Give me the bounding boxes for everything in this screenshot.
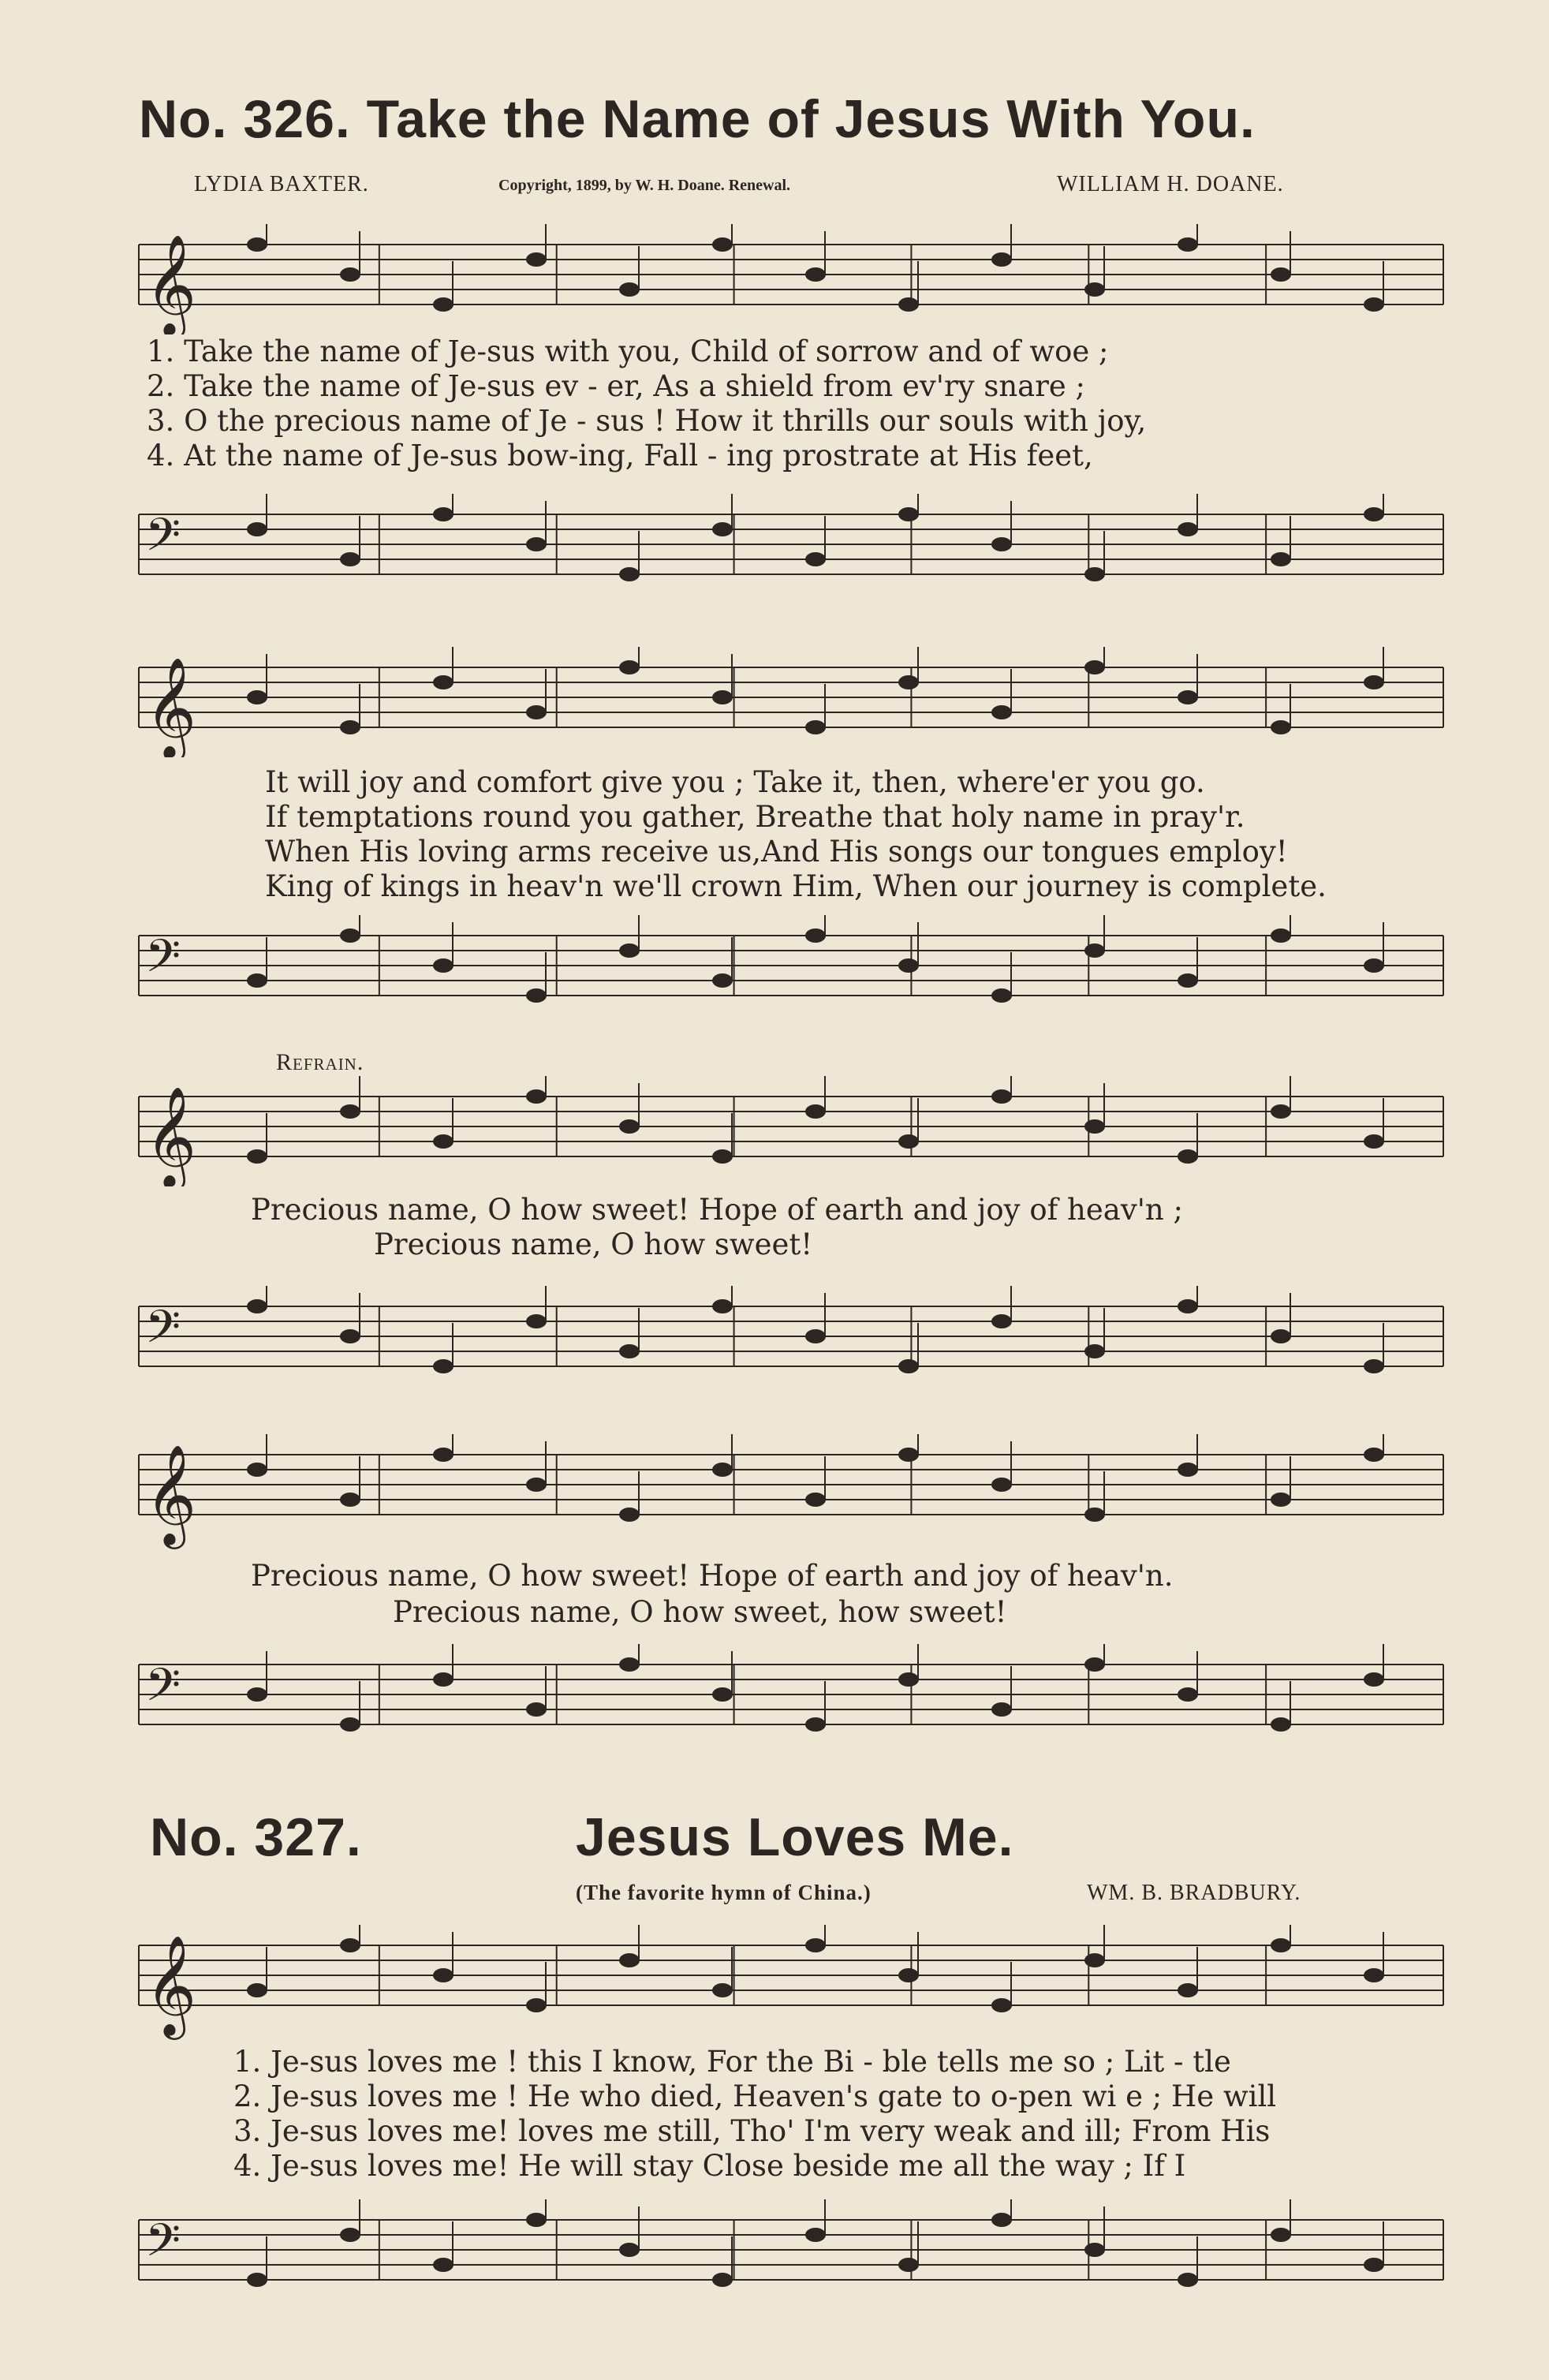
note-head: [805, 928, 826, 943]
copyright-notice: Copyright, 1899, by W. H. Doane. Renewal.: [498, 177, 791, 194]
note-head: [619, 1119, 640, 1134]
note-head: [991, 1702, 1012, 1717]
verse-line-2-3: When His loving arms receive us,And His songs our tongues employ!: [265, 835, 1288, 869]
note-head: [247, 1299, 267, 1313]
note-head: [805, 552, 826, 566]
verse-line-2-4: King of kings in heav'n we'll crown Him, When our journey is complete.: [265, 869, 1327, 903]
hymn-327-line-4: 4. Je-sus loves me! He will stay Close beside me all the way ; If I: [233, 2149, 1186, 2183]
refrain-label: Refrain.: [276, 1049, 364, 1075]
note-head: [1084, 567, 1105, 581]
note-head: [433, 1134, 454, 1149]
note-head: [433, 958, 454, 973]
note-head: [247, 1149, 267, 1164]
note-head: [1364, 507, 1384, 521]
note-head: [526, 988, 547, 1003]
note-head: [1178, 1299, 1198, 1313]
refrain-line-1-2: Precious name, O how sweet!: [374, 1227, 813, 1261]
note-head: [1364, 297, 1384, 312]
refrain-line-2-1: Precious name, O how sweet! Hope of earth and joy of heav'n.: [251, 1559, 1174, 1593]
note-head: [712, 973, 733, 988]
note-head: [1178, 1463, 1198, 1477]
note-head: [1271, 1104, 1291, 1119]
note-head: [340, 720, 360, 734]
note-head: [805, 1493, 826, 1507]
bass-staff-system-2: [0, 915, 1549, 1033]
note-head: [1084, 660, 1105, 674]
note-head: [712, 2273, 733, 2287]
note-head: [433, 1448, 454, 1462]
note-head: [619, 2243, 640, 2257]
note-head: [247, 522, 267, 536]
bass-staff-refrain-1: [0, 1286, 1549, 1404]
refrain-line-2-2: Precious name, O how sweet, how sweet!: [393, 1595, 1007, 1629]
note-head: [526, 537, 547, 551]
note-head: [898, 297, 919, 312]
note-head: [1271, 2228, 1291, 2242]
note-head: [619, 1953, 640, 1967]
note-head: [433, 1359, 454, 1373]
note-head: [1084, 2243, 1105, 2257]
note-head: [619, 567, 640, 581]
bass-clef-icon: 𝄢: [145, 929, 181, 994]
note-head: [247, 1983, 267, 1997]
treble-staff-refrain-1: [0, 1076, 1549, 1186]
note-head: [247, 973, 267, 988]
note-head: [340, 2228, 360, 2242]
lyricist-credit: LYDIA BAXTER.: [194, 172, 369, 196]
note-head: [1084, 1508, 1105, 1522]
note-head: [433, 297, 454, 312]
note-head: [1178, 1149, 1198, 1164]
note-head: [526, 705, 547, 719]
note-head: [805, 1104, 826, 1119]
note-head: [1271, 928, 1291, 943]
note-head: [898, 1134, 919, 1149]
treble-staff-327: [0, 1925, 1549, 2051]
verse-line-1-4: 4. At the name of Je-sus bow-ing, Fall - ing prostrate at His feet,: [147, 439, 1093, 473]
hymn-327-title: Jesus Loves Me.: [576, 1807, 1014, 1867]
treble-clef-icon: 𝄞: [145, 234, 197, 334]
note-head: [247, 1687, 267, 1702]
note-head: [991, 1089, 1012, 1104]
hymn-327-line-1: 1. Je-sus loves me ! this I know, For the Bi - ble tells me so ; Lit - tle: [233, 2045, 1231, 2079]
note-head: [247, 2273, 267, 2287]
note-head: [619, 282, 640, 297]
treble-staff-refrain-2: [0, 1434, 1549, 1552]
note-head: [526, 1998, 547, 2012]
hymn-327-composer: WM. B. BRADBURY.: [1087, 1881, 1301, 1905]
note-head: [619, 1657, 640, 1672]
note-head: [991, 705, 1012, 719]
note-head: [1178, 973, 1198, 988]
note-head: [1271, 1938, 1291, 1952]
note-head: [712, 1463, 733, 1477]
composer-credit: WILLIAM H. DOANE.: [1057, 172, 1284, 196]
note-head: [991, 988, 1012, 1003]
note-head: [1084, 1953, 1105, 1967]
note-head: [1271, 720, 1291, 734]
note-head: [526, 252, 547, 267]
note-head: [619, 1508, 640, 1522]
note-head: [712, 522, 733, 536]
note-head: [712, 1983, 733, 1997]
treble-clef-icon: 𝄞: [145, 1934, 197, 2035]
treble-staff-system-1: [0, 224, 1549, 334]
note-head: [340, 928, 360, 943]
note-head: [1178, 1983, 1198, 1997]
note-head: [526, 1702, 547, 1717]
note-head: [433, 675, 454, 689]
note-head: [1084, 1344, 1105, 1358]
note-head: [1364, 1359, 1384, 1373]
note-head: [1364, 1134, 1384, 1149]
note-head: [1364, 1672, 1384, 1687]
verse-line-2-2: If temptations round you gather, Breathe that holy name in pray'r.: [265, 800, 1245, 834]
verse-line-1-1: 1. Take the name of Je-sus with you, Child of sorrow and of woe ;: [147, 334, 1109, 368]
bass-staff-327: [0, 2199, 1549, 2318]
note-head: [805, 720, 826, 734]
verse-line-1-2: 2. Take the name of Je-sus ev - er, As a shield from ev'ry snare ;: [147, 369, 1086, 403]
note-head: [712, 1299, 733, 1313]
note-head: [898, 958, 919, 973]
hymn-327-number: No. 327.: [150, 1807, 362, 1867]
note-head: [1084, 1119, 1105, 1134]
note-head: [1364, 1448, 1384, 1462]
bass-clef-icon: 𝄢: [145, 2214, 181, 2278]
note-head: [340, 267, 360, 282]
note-head: [898, 1448, 919, 1462]
note-head: [805, 1938, 826, 1952]
note-head: [991, 1998, 1012, 2012]
bass-clef-icon: 𝄢: [145, 508, 181, 573]
note-head: [340, 552, 360, 566]
note-head: [712, 1149, 733, 1164]
note-head: [1364, 1968, 1384, 1982]
note-head: [898, 1672, 919, 1687]
note-head: [898, 1968, 919, 1982]
treble-clef-icon: 𝄞: [145, 656, 197, 757]
note-head: [991, 252, 1012, 267]
bass-clef-icon: 𝄢: [145, 1300, 181, 1365]
note-head: [712, 690, 733, 704]
note-head: [1084, 943, 1105, 958]
note-head: [340, 1938, 360, 1952]
note-head: [619, 943, 640, 958]
note-head: [340, 1104, 360, 1119]
hymn-327-line-3: 3. Je-sus loves me! loves me still, Tho' I'm very weak and ill; From His: [233, 2114, 1271, 2148]
note-head: [247, 1463, 267, 1477]
verse-line-2-1: It will joy and comfort give you ; Take it, then, where'er you go.: [265, 765, 1205, 799]
note-head: [619, 660, 640, 674]
bass-staff-refrain-2: [0, 1644, 1549, 1762]
note-head: [1364, 2258, 1384, 2272]
note-head: [526, 1089, 547, 1104]
note-head: [805, 267, 826, 282]
note-head: [619, 1344, 640, 1358]
hymn-326-title: No. 326. Take the Name of Jesus With You.: [139, 89, 1256, 149]
note-head: [1364, 958, 1384, 973]
verse-line-1-3: 3. O the precious name of Je - sus ! How it thrills our souls with joy,: [147, 404, 1147, 438]
note-head: [1271, 1493, 1291, 1507]
note-head: [1084, 1657, 1105, 1672]
treble-clef-icon: 𝄞: [145, 1085, 197, 1186]
note-head: [991, 1314, 1012, 1328]
note-head: [247, 690, 267, 704]
note-head: [991, 537, 1012, 551]
note-head: [1271, 1717, 1291, 1732]
note-head: [1271, 267, 1291, 282]
refrain-line-1-1: Precious name, O how sweet! Hope of earth and joy of heav'n ;: [251, 1193, 1183, 1227]
note-head: [1364, 675, 1384, 689]
note-head: [1178, 1687, 1198, 1702]
bass-clef-icon: 𝄢: [145, 1658, 181, 1723]
note-head: [898, 507, 919, 521]
note-head: [1178, 690, 1198, 704]
note-head: [340, 1329, 360, 1343]
note-head: [805, 1717, 826, 1732]
note-head: [526, 1314, 547, 1328]
note-head: [712, 237, 733, 252]
note-head: [898, 675, 919, 689]
note-head: [805, 2228, 826, 2242]
note-head: [526, 1478, 547, 1492]
note-head: [1271, 552, 1291, 566]
note-head: [898, 1359, 919, 1373]
note-head: [340, 1717, 360, 1732]
treble-clef-icon: 𝄞: [145, 1444, 197, 1545]
note-head: [340, 1493, 360, 1507]
note-head: [991, 2213, 1012, 2227]
note-head: [1178, 2273, 1198, 2287]
note-head: [433, 1968, 454, 1982]
note-head: [991, 1478, 1012, 1492]
note-head: [898, 2258, 919, 2272]
note-head: [1178, 522, 1198, 536]
note-head: [433, 1672, 454, 1687]
hymn-327-subtitle: (The favorite hymn of China.): [576, 1881, 872, 1904]
note-head: [433, 507, 454, 521]
note-head: [1271, 1329, 1291, 1343]
note-head: [805, 1329, 826, 1343]
treble-staff-system-2: [0, 647, 1549, 757]
note-head: [1178, 237, 1198, 252]
bass-staff-system-1: [0, 494, 1549, 612]
note-head: [1084, 282, 1105, 297]
note-head: [526, 2213, 547, 2227]
note-head: [433, 2258, 454, 2272]
note-head: [712, 1687, 733, 1702]
note-head: [247, 237, 267, 252]
hymn-327-line-2: 2. Je-sus loves me ! He who died, Heaven's gate to o-pen wi e ; He will: [233, 2079, 1277, 2113]
